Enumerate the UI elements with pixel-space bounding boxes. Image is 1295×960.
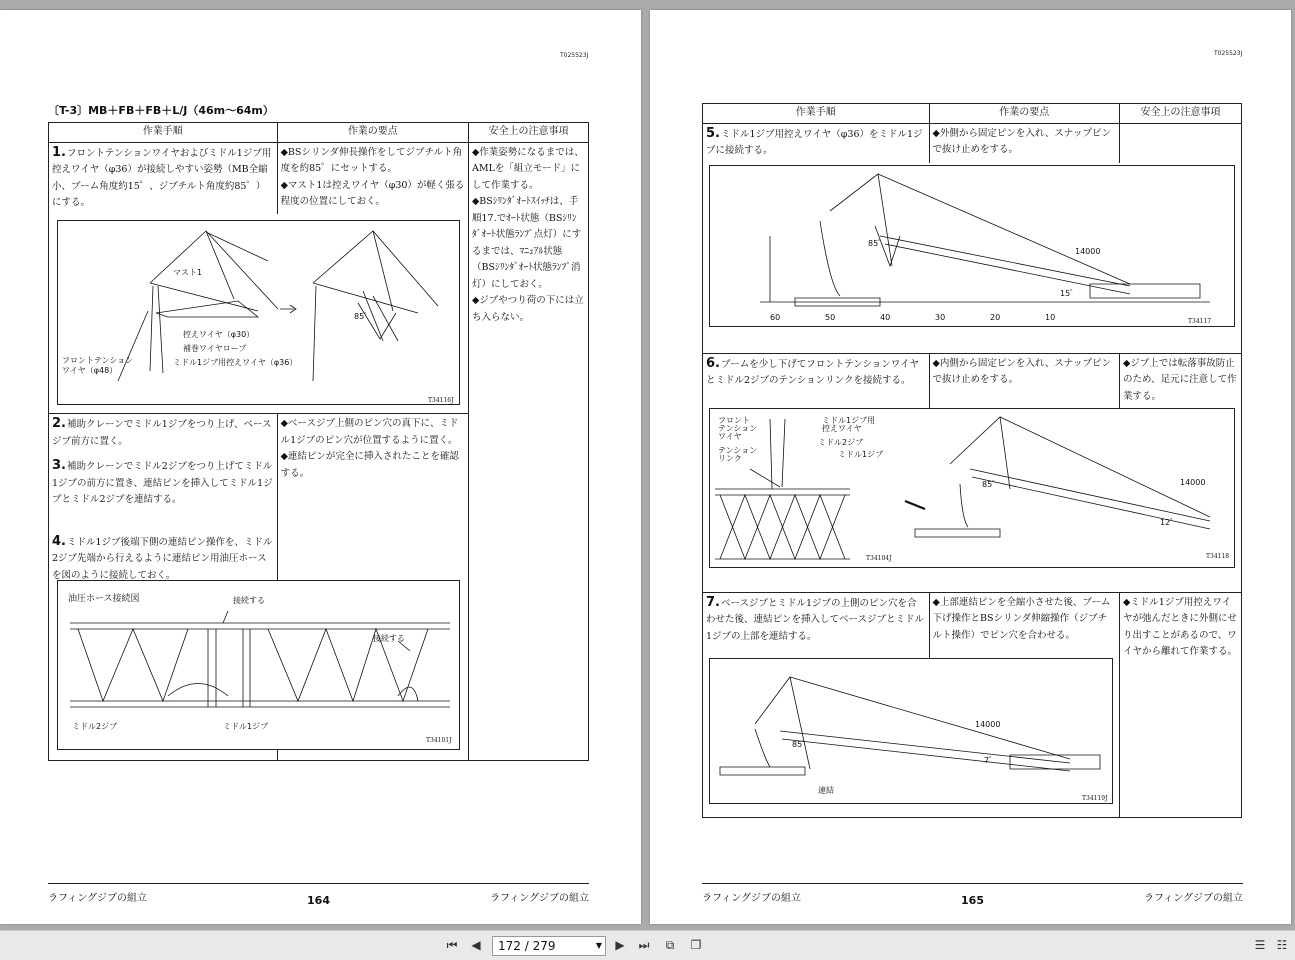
figure-code: T34101J [426,737,452,744]
step-text: フロントテンションワイヤおよびミドル1ジブ用控えワイヤ（φ36）が接続しやすい姿勢（MB全縮小、ブーム角度約15゜、ジブチルト角度約85゜）にする。 [52,147,272,208]
axis-tick: 30 [935,312,946,322]
fig-label: ワイヤ [718,432,742,442]
step-7-safety: ◆ミドル1ジブ用控えワイヤが弛んだときに外側にせり出すことがあるので、ワイヤから離れて作業する。 [1120,592,1242,817]
step-6-points: ◆内側から固定ピンを入れ、スナップピンで抜け止めをする。 [929,353,1119,408]
fig-label: 接続する [233,596,265,605]
step-7-cell [703,592,930,657]
page-number: 164 [307,894,330,907]
fig-label: リンク [718,454,742,464]
step-number: 4. [52,533,66,549]
fig-label: ミドル1ジブ [838,450,884,460]
figure-7 [709,658,1113,804]
figure-2 [57,580,460,750]
axis-tick: 20 [990,312,1001,322]
figure-5-cell [703,163,1242,353]
step-number: 5. [706,125,720,141]
figure-code: T34116J [428,396,454,404]
fig-label: 14000 [1180,478,1206,488]
page-indicator: 172 / 279 [498,939,556,953]
page-footer [702,883,1243,914]
footer-chapter: ラフィングジブの組立 [702,893,801,904]
step-5-safety [1120,123,1242,162]
fig-label: 控えワイヤ [822,424,862,434]
step-number: 3. [52,458,66,473]
boom-lowering-illustration [710,166,1234,326]
figure-6-cell [703,408,1242,592]
fig-label: 85゜ [982,480,1001,490]
footer-chapter: ラフィングジブの組立 [1144,893,1243,904]
fig-label: 85゜ [792,739,811,749]
fig-label: フロント [718,416,750,426]
point-item: ◆BSシリンダ伸長操作をしてジブチルト角度を約85゜にセットする。 [280,146,463,174]
step-5-points: ◆外側から固定ピンを入れ、スナップピンで抜け止めをする。 [929,123,1119,162]
fig-label: 14000 [1075,246,1101,256]
procedure-table [702,103,1242,818]
fig-label: 7゜ [984,755,998,765]
previous-page-icon[interactable]: ◀ [471,938,481,952]
figure-code: T34119J [1082,794,1108,802]
point-item: ◆連結ピンが完全に挿入されたことを確認する。 [280,451,459,479]
right-page [650,10,1291,924]
safety-item: ◆ジブやつり荷の下には立ち入らない。 [472,295,584,323]
header-points: 作業の要点 [929,104,1119,124]
fig-label: 接続する [373,634,405,643]
step-1-points [277,142,468,214]
step-2-3-cell [49,414,278,532]
page-selector[interactable] [492,936,606,956]
fig-label: ミドル2ジブ [818,438,864,448]
axis-tick: 40 [880,312,891,322]
figure-code: T34104J [866,555,892,563]
single-page-view-icon[interactable]: ⧉ [665,938,675,952]
step-number: 6. [706,355,720,371]
header-procedure: 作業手順 [703,104,930,124]
section-title: 〔T-3〕MB＋FB＋FB＋L/J（46m～64m） [48,104,274,117]
step-1-safety [469,142,589,761]
figure-5 [709,165,1235,327]
fig-label: フロントテンション [62,355,134,365]
chevron-down-icon: ▼ [595,941,602,950]
fig-label: ミドル2ジブ [72,722,118,731]
step-text: ブームを少し下げてフロントテンションワイヤとミドル2ジブのテンションリンクを接続する。 [706,358,920,387]
document-icon[interactable]: ☰ [1254,938,1266,952]
axis-tick: 60 [770,312,781,322]
step-text: 補助クレーンでミドル1ジブをつり上げ、ベースジブ前方に置く。 [52,419,272,447]
figure-6 [709,408,1235,568]
two-page-view-icon[interactable]: ❐ [690,938,702,952]
doc-id: T025523J [1214,50,1243,57]
fig-label: ミドル1ジブ [223,722,269,731]
figure-7-cell [703,658,1120,818]
thumbnails-icon[interactable]: ☷ [1276,938,1288,952]
fig-label: 15゜ [1060,288,1079,298]
fig-label: 85゜ [354,311,373,321]
point-item: ◆マスト1は控えワイヤ（φ30）が軽く張る程度の位置にしておく。 [280,179,465,207]
first-page-icon[interactable]: ⏮ [446,938,458,952]
viewer-toolbar [0,930,1295,960]
fig-label: 控えワイヤ（φ30） [183,329,255,339]
step-number: 1. [52,144,66,160]
step-text: 補助クレーンでミドル2ジブをつり上げてミドル1ジブの前方に置き、連結ピンを挿入してミドル1ジブとミドル2ジブを連結する。 [52,461,273,505]
step-text: ベースジブとミドル1ジブの上側のピン穴を合わせた後、連結ピンを挿入してベースジブとミドル1ジブの上部を連結する。 [706,597,925,642]
fig-label: ワイヤ（φ48） [62,365,118,375]
figure-code: T34117 [1188,317,1212,325]
next-page-icon[interactable]: ▶ [615,938,625,952]
fig-label: 14000 [975,719,1001,729]
step-text: ミドル1ジブ後端下側の連結ピン操作を、ミドル2ジブ先端から行えるように連結ピン用油圧ホースを図のように接続しておく。 [52,536,273,581]
step-text: ミドル1ジブ用控えワイヤ（φ36）をミドル1ジブに接続する。 [706,128,923,157]
step-number: 2. [52,416,66,431]
step-1-cell [49,142,278,214]
header-safety: 安全上の注意事項 [1120,104,1242,124]
header-points: 作業の要点 [277,123,468,143]
fig-label: マスト1 [173,267,203,277]
fig-label: 85゜ [868,238,887,248]
figure-1 [57,220,460,405]
figure-code: T34118 [1206,553,1230,561]
step-6-safety: ◆ジブ上では転落事故防止のため、足元に注意して作業する。 [1120,353,1242,408]
footer-chapter: ラフィングジブの組立 [48,893,147,904]
fig-label: ミドル1ジブ用 [822,416,876,426]
fig-label: 12゜ [1160,518,1179,528]
point-item: ◆ベースジブ上側のピン穴の真下に、ミドル1ジブのピン穴が位置するように置く。 [280,418,459,446]
tension-link-illustration [710,409,1234,567]
header-procedure: 作業手順 [49,123,278,143]
page-number: 165 [961,894,984,907]
figure-1-cell [49,214,469,414]
axis-tick: 50 [825,312,836,322]
step-number: 7. [706,594,720,610]
step-5-cell [703,123,930,162]
fig-label: ミドル1ジブ用控えワイヤ（φ36） [173,357,298,367]
last-page-icon[interactable]: ⏭ [638,938,650,952]
footer-chapter: ラフィングジブの組立 [490,893,589,904]
fig-label: テンション [718,446,758,456]
safety-item: ◆BSｼﾘﾝﾀﾞｵｰﾄｽｲｯﾁは、手順17.でｵｰﾄ状態（BSｼﾘﾝﾀﾞｵｰﾄ状態ﾗﾝﾌﾟ点灯）にするまでは、ﾏﾆｭｱﾙ状態（BSｼﾘﾝﾀﾞｵｰﾄ状態ﾗﾝﾌﾟ消灯）にしておく。 [472,196,582,290]
fig-title: 油圧ホース接続図 [68,594,140,604]
page-footer [48,883,589,914]
safety-item: ◆作業姿勢になるまでは、AMLを「組立モード」にして作業する。 [472,146,584,191]
crane-jib-illustration [58,221,459,404]
axis-tick: 10 [1045,312,1056,322]
jib-connection-illustration [710,659,1112,803]
left-page [0,10,641,924]
fig-label: 補巻ワイヤロープ [183,343,247,353]
doc-id: T025523J [560,52,589,59]
header-safety: 安全上の注意事項 [469,123,589,143]
step-6-cell [703,353,930,408]
step-7-points: ◆上部連結ピンを全縮小させた後、ブーム下げ操作とBSシリンダ伸縮操作（ジブチルト操作）でピン穴を合わせる。 [929,592,1119,657]
fig-label: 連結 [818,785,834,795]
fig-label: テンション [718,424,758,434]
